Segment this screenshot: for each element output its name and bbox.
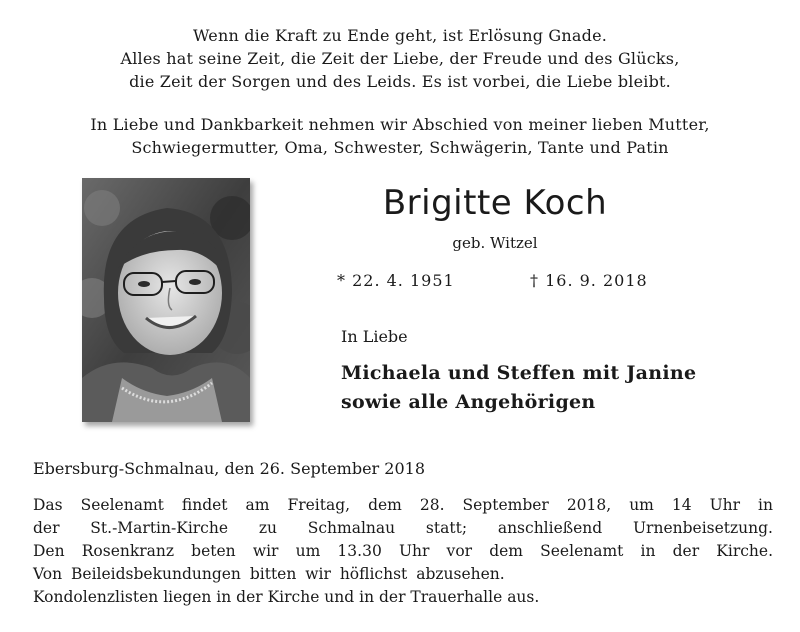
details-line-4: Von Beileidsbekundungen bitten wir höflichst abzusehen. [33, 565, 505, 583]
maiden-name: geb. Witzel [452, 234, 538, 252]
mourners-line-1: Michaela und Steffen mit Janine [341, 362, 697, 384]
birth-date: * 22. 4. 1951 [337, 271, 455, 290]
details-line-2: der St.-Martin-Kirche zu Schmalnau statt; anschließend Urnenbeisetzung. [33, 519, 773, 537]
place-date: Ebersburg-Schmalnau, den 26. September 2018 [33, 459, 426, 478]
details-line-5: Kondolenzlisten liegen in der Kirche und in der Trauerhalle aus. [33, 588, 540, 606]
intro-line-1: In Liebe und Dankbarkeit nehmen wir Abschied von meiner lieben Mutter, [90, 115, 710, 134]
mourners-intro: In Liebe [341, 327, 408, 346]
details-line-3: Den Rosenkranz beten wir um 13.30 Uhr vor dem Seelenamt in der Kirche. [33, 542, 773, 560]
verse-line-2: Alles hat seine Zeit, die Zeit der Liebe, der Freude und des Glücks, [120, 49, 680, 68]
details-line-1: Das Seelenamt findet am Freitag, dem 28. September 2018, um 14 Uhr in [33, 496, 773, 514]
death-date: † 16. 9. 2018 [530, 271, 648, 290]
mourners-line-2: sowie alle Angehörigen [341, 391, 596, 413]
verse-line-3: die Zeit der Sorgen und des Leids. Es ist vorbei, die Liebe bleibt. [129, 72, 671, 91]
intro-line-2: Schwiegermutter, Oma, Schwester, Schwägerin, Tante und Patin [131, 138, 669, 157]
portrait-photo [82, 178, 250, 422]
deceased-name: Brigitte Koch [382, 183, 608, 223]
verse-line-1: Wenn die Kraft zu Ende geht, ist Erlösung Gnade. [192, 26, 608, 45]
